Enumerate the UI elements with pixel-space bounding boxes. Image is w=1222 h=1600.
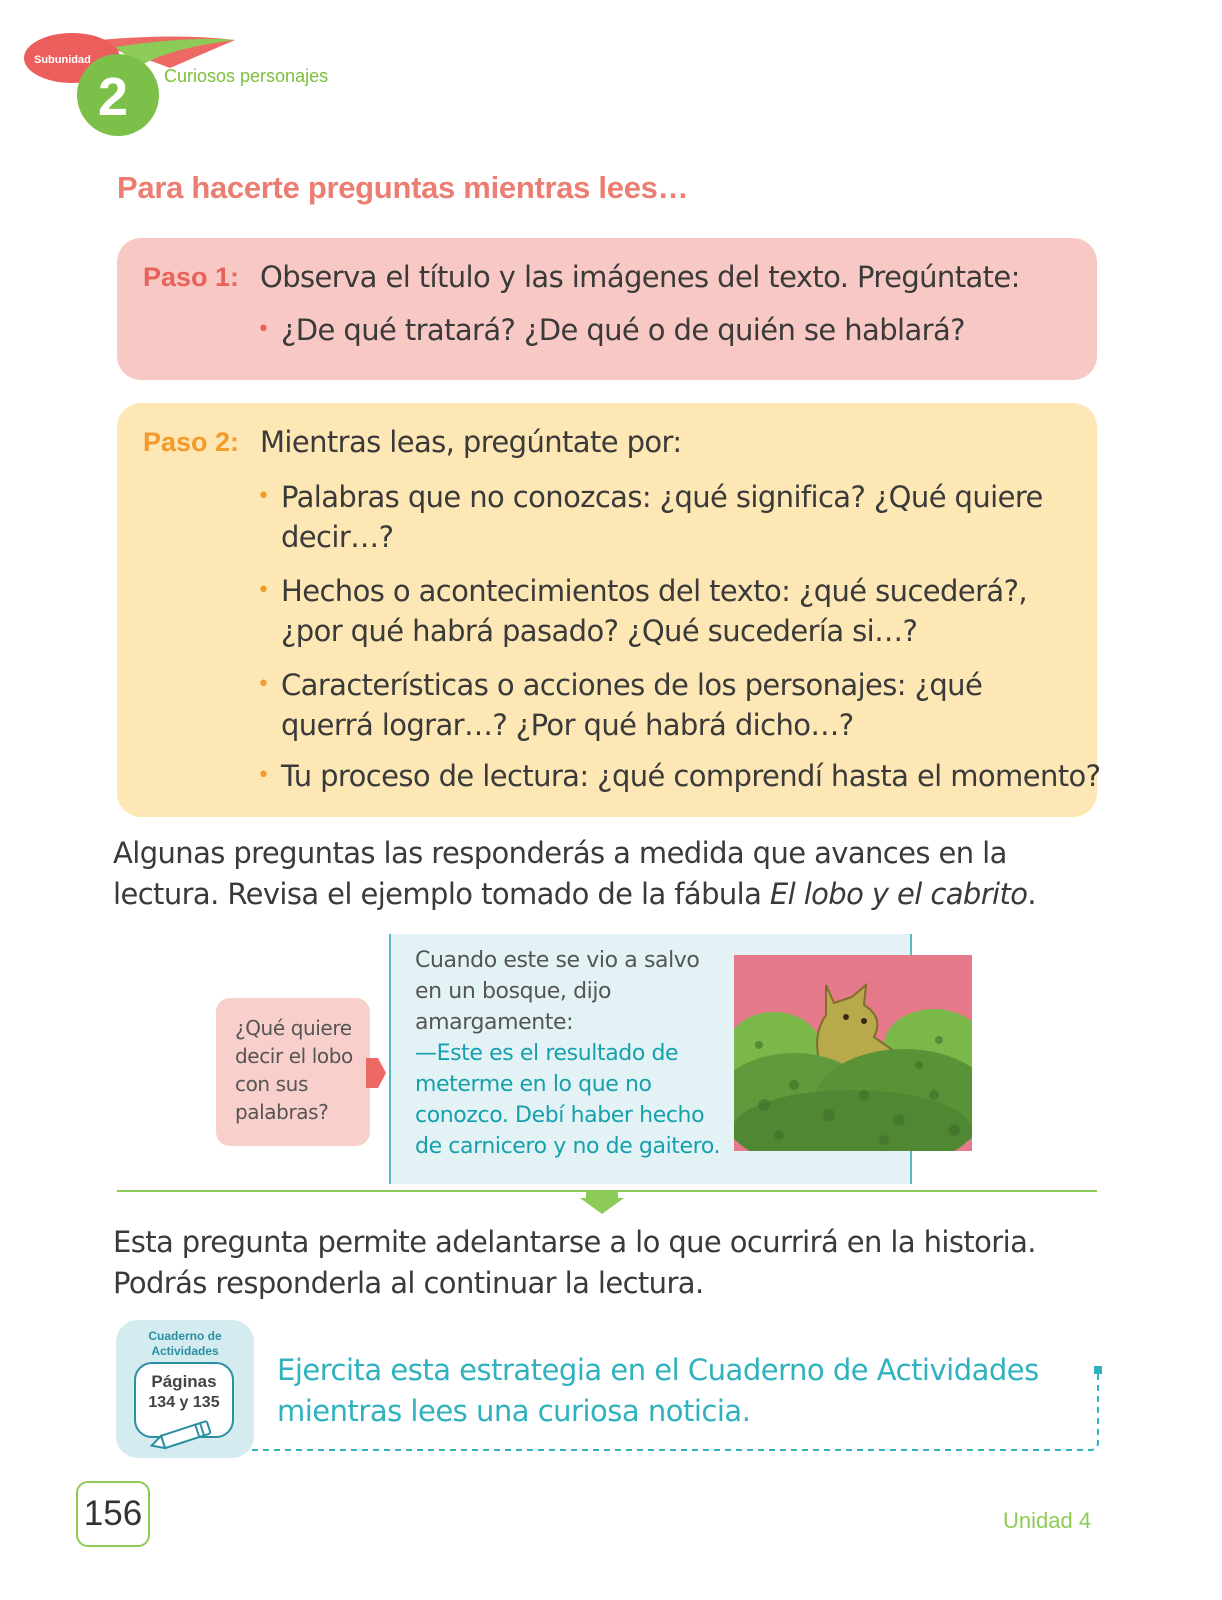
bullet-dot-icon: • — [257, 672, 270, 697]
bubble-pointer-icon — [366, 1058, 386, 1088]
step-2-bullet — [257, 665, 1081, 745]
step-2-box — [117, 403, 1101, 817]
intro-end: . — [1027, 877, 1037, 911]
step-2-bullet-text: Características o acciones de los personajes: ¿qué querrá lograr…? ¿Por qué habrá dicho…? — [281, 668, 983, 742]
step-1-label: Paso 1: — [143, 262, 240, 292]
workbook-pages-label: Páginas — [151, 1372, 217, 1391]
bullet-dot-icon: • — [257, 578, 270, 603]
excerpt-text — [415, 945, 725, 1162]
pencil-icon — [148, 1418, 224, 1452]
step-1-bullet-text: ¿De qué tratará? ¿De qué o de quién se hablará? — [281, 313, 965, 347]
page-number: 156 — [76, 1481, 150, 1547]
step-2-bullet-text: Tu proceso de lectura: ¿qué comprendí hasta el momento? — [281, 759, 1101, 793]
bullet-dot-icon: • — [257, 317, 270, 342]
step-1-box — [117, 238, 1097, 380]
step-2-bullet — [257, 477, 1081, 557]
intro-text: Algunas preguntas las responderás a medida que avances en la lectura. Revisa el ejemplo tomado de la fábula — [113, 836, 1007, 911]
excerpt-dialogue: —Este es el resultado de meterme en lo que no conozco. Debí haber hecho de carnicero y no de gaitero. — [415, 1041, 721, 1159]
unit-label: Unidad 4 — [1003, 1508, 1092, 1533]
bullet-dot-icon: • — [257, 763, 270, 788]
subunit-number: 2 — [98, 67, 129, 127]
wolf-illustration — [734, 955, 972, 1151]
conclusion-paragraph: Esta pregunta permite adelantarse a lo que ocurrirá en la historia. Podrás responderla al continuar la lectura. — [113, 1225, 1036, 1300]
fable-title: El lobo y el cabrito — [769, 877, 1028, 911]
workbook-heading: Cuaderno de Actividades — [148, 1329, 222, 1358]
step-2-bullet-text: Hechos o acontecimientos del texto: ¿qué sucederá?, ¿por qué habrá pasado? ¿Qué sucedería si…? — [281, 574, 1027, 648]
down-arrow-icon — [580, 1190, 624, 1214]
subunit-label: Subunidad — [34, 54, 91, 66]
step-1-intro: Observa el título y las imágenes del texto. Pregúntate: — [260, 260, 1020, 294]
step-2-bullet — [257, 571, 1081, 651]
step-2-intro: Mientras leas, pregúntate por: — [260, 425, 682, 459]
exercise-text: Ejercita esta estrategia en el Cuaderno de Actividades mientras lees una curiosa noticia. — [277, 1353, 1039, 1428]
excerpt-narration: Cuando este se vio a salvo en un bosque, dijo amargamente: — [415, 948, 700, 1035]
step-2-bullet-text: Palabras que no conozcas: ¿qué significa? ¿Qué quiere decir…? — [281, 480, 1043, 554]
dashed-frame — [252, 1366, 1102, 1452]
step-2-label: Paso 2: — [143, 427, 240, 457]
step-1-bullet — [257, 310, 1081, 350]
section-title: Para hacerte preguntas mientras lees… — [117, 170, 689, 205]
workbook-pages-range: 134 y 135 — [148, 1394, 220, 1411]
bullet-dot-icon: • — [257, 484, 270, 509]
intro-paragraph — [113, 833, 1113, 915]
step-2-bullet — [257, 756, 1111, 796]
question-bubble: ¿Qué quiere decir el lobo con sus palabras? — [216, 998, 370, 1146]
subunit-title: Curiosos personajes — [164, 66, 329, 86]
